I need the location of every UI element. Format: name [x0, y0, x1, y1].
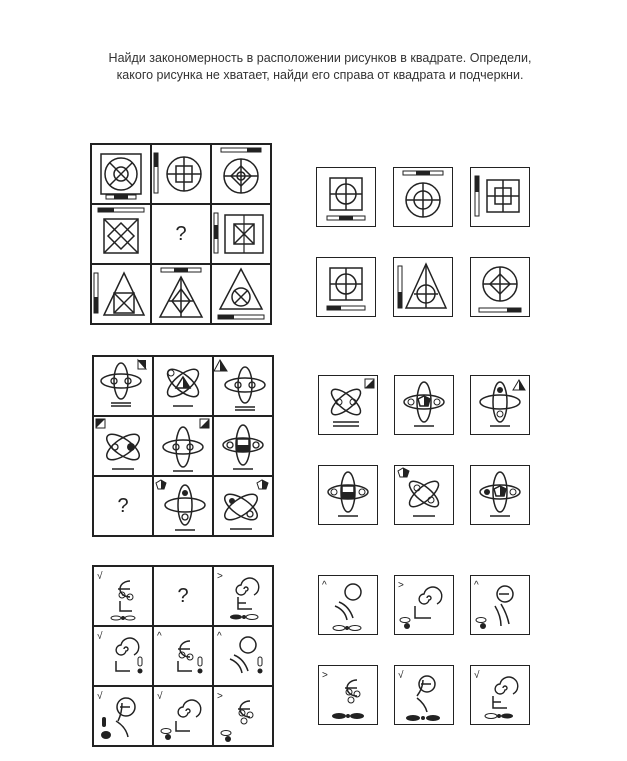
p1-option-1[interactable] — [316, 167, 376, 227]
gt-mark: > — [398, 580, 404, 591]
caret-mark: ^ — [322, 580, 327, 591]
p2-option-4[interactable] — [318, 465, 378, 525]
p1-option-5[interactable] — [393, 257, 453, 317]
caret-mark: ^ — [474, 580, 479, 591]
p3-cell-8 — [153, 686, 213, 746]
p2-cell-6 — [213, 416, 273, 476]
p3-option-4[interactable] — [318, 665, 378, 725]
p1-option-4[interactable] — [316, 257, 376, 317]
p3-option-1[interactable] — [318, 575, 378, 635]
p1-option-2[interactable] — [393, 167, 453, 227]
p1-option-3[interactable] — [470, 167, 530, 227]
p2-cell-8 — [153, 476, 213, 536]
p2-option-6[interactable] — [470, 465, 530, 525]
p3-cell-5 — [153, 626, 213, 686]
task-instruction — [40, 50, 600, 84]
p1-missing-cell[interactable] — [151, 204, 211, 264]
p3-cell-7 — [93, 686, 153, 746]
p3-option-5[interactable] — [394, 665, 454, 725]
p2-option-5[interactable] — [394, 465, 454, 525]
p1-cell-4 — [91, 204, 151, 264]
p2-option-2[interactable] — [394, 375, 454, 435]
p1-cell-8 — [151, 264, 211, 324]
p3-cell-4 — [93, 626, 153, 686]
puzzle-3-grid — [92, 565, 274, 747]
p3-option-2[interactable] — [394, 575, 454, 635]
p3-cell-3 — [213, 566, 273, 626]
caret-mark: ^ — [157, 631, 162, 642]
p2-option-1[interactable] — [318, 375, 378, 435]
p1-option-6[interactable] — [470, 257, 530, 317]
p3-cell-6 — [213, 626, 273, 686]
p2-cell-4 — [93, 416, 153, 476]
p1-cell-1 — [91, 144, 151, 204]
caret-mark: ^ — [217, 631, 222, 642]
p1-cell-2 — [151, 144, 211, 204]
instruction-line-1: Найди закономерность в расположении рисунков в квадрате. Определи, — [108, 51, 532, 65]
gt-mark: > — [322, 670, 328, 681]
check-mark: √ — [474, 670, 480, 681]
check-mark: √ — [398, 670, 404, 681]
check-mark: √ — [97, 571, 103, 582]
p2-cell-3 — [213, 356, 273, 416]
p2-cell-2 — [153, 356, 213, 416]
p3-cell-1 — [93, 566, 153, 626]
gt-mark: > — [217, 691, 223, 702]
p3-cell-9 — [213, 686, 273, 746]
puzzle-2-grid — [92, 355, 274, 537]
p2-cell-9 — [213, 476, 273, 536]
p1-cell-3 — [211, 144, 271, 204]
p2-missing-cell[interactable] — [93, 476, 153, 536]
p3-option-6[interactable] — [470, 665, 530, 725]
p3-option-3[interactable] — [470, 575, 530, 635]
p1-cell-9 — [211, 264, 271, 324]
puzzle-1-grid — [90, 143, 272, 325]
check-mark: √ — [97, 631, 103, 642]
check-mark: √ — [157, 691, 163, 702]
p2-option-3[interactable] — [470, 375, 530, 435]
missing-question-mark: ? — [175, 222, 187, 245]
p2-cell-5 — [153, 416, 213, 476]
p1-cell-7 — [91, 264, 151, 324]
missing-question-mark: ? — [177, 584, 189, 607]
gt-mark: > — [217, 571, 223, 582]
p2-cell-1 — [93, 356, 153, 416]
missing-question-mark: ? — [117, 494, 129, 517]
check-mark: √ — [97, 691, 103, 702]
p3-missing-cell[interactable] — [153, 566, 213, 626]
p1-cell-6 — [211, 204, 271, 264]
instruction-line-2: какого рисунка не хватает, найди его справа от квадрата и подчеркни. — [116, 68, 524, 82]
